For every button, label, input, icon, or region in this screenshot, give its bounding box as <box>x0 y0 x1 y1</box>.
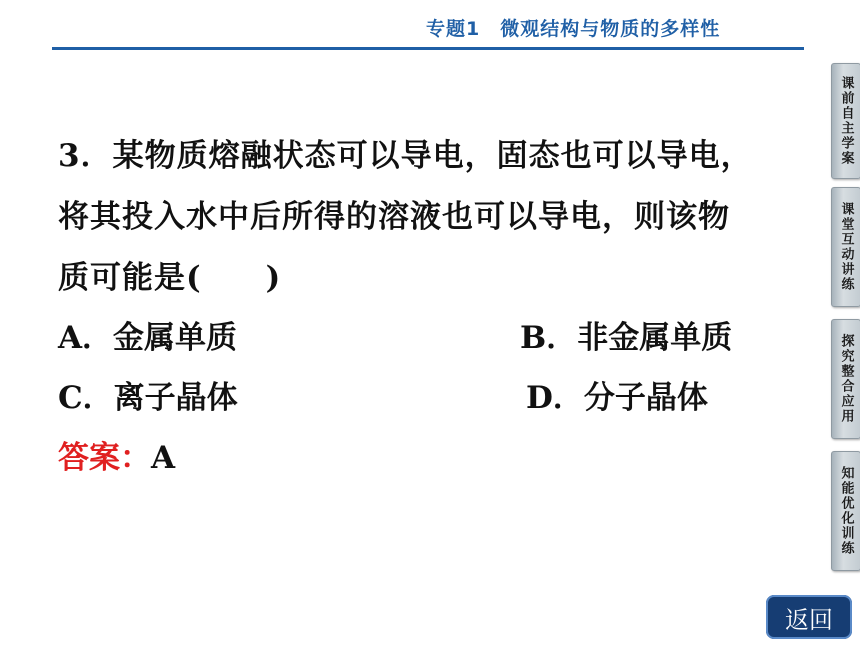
question-line-2: 将其投入水中后所得的溶液也可以导电，则该物 <box>58 199 730 235</box>
header-divider <box>52 47 804 50</box>
answer-label: 答案： <box>58 440 151 476</box>
side-tab-label: 探究整合应用 <box>838 334 854 424</box>
side-tab-label: 知能优化训练 <box>838 466 854 556</box>
side-tab-label: 课堂互动讲练 <box>838 202 854 292</box>
back-button[interactable]: 返回 <box>766 595 852 639</box>
answer-value: A <box>151 440 176 476</box>
option-c: C．离子晶体 <box>58 380 238 416</box>
section-title: 专题1 微观结构与物质的多样性 <box>426 18 721 40</box>
side-tab-classroom[interactable] <box>831 187 860 307</box>
side-tab-preview[interactable] <box>831 63 860 179</box>
option-a: A．金属单质 <box>58 320 238 356</box>
side-tab-inquiry[interactable] <box>831 319 860 439</box>
side-tab-label: 课前自主学案 <box>838 76 854 166</box>
option-d: D．分子晶体 <box>526 380 708 416</box>
side-tab-practice[interactable] <box>831 451 860 571</box>
answer <box>58 432 175 477</box>
question-line-3: 质可能是( ) <box>58 260 282 296</box>
option-b: B．非金属单质 <box>520 320 733 356</box>
question-line-1: 3．某物质熔融状态可以导电，固态也可以导电， <box>58 138 753 174</box>
